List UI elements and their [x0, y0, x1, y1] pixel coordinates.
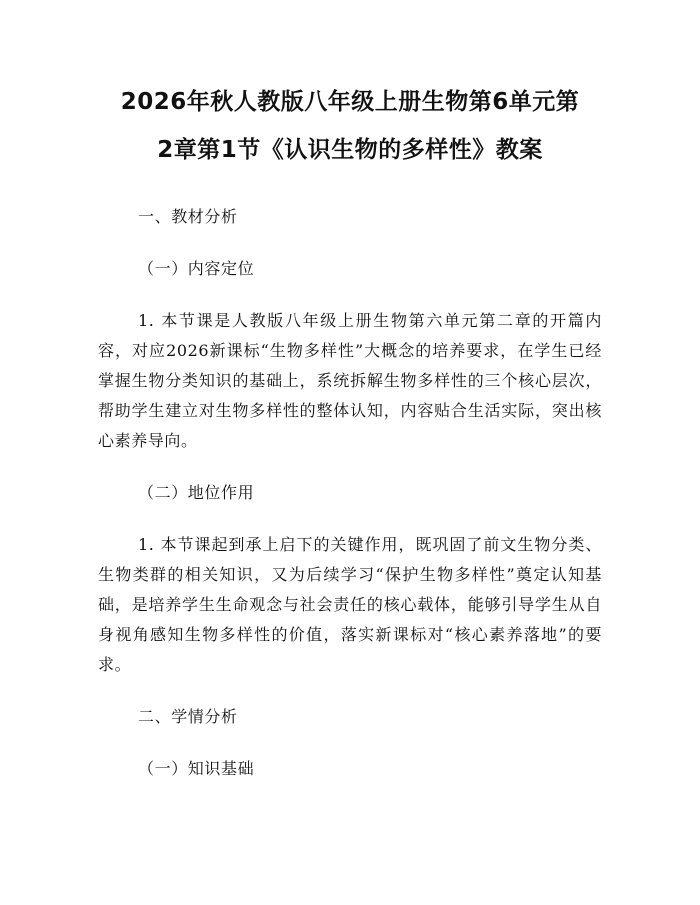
- title-line-2: 2章第1节《认识生物的多样性》教案: [157, 137, 543, 163]
- subsection-heading-role: （二）地位作用: [138, 483, 255, 502]
- document-title: [98, 0, 602, 174]
- paragraph-role: 1. 本节课起到承上启下的关键作用，既巩固了前文生物分类、生物类群的相关知识，又为后续学习“保护生物多样性”奠定认知基础，是培养学生生命观念与社会责任的核心载体，能够引导学生从自身视角感知生物多样性的价值，落实新课标对“核心素养落地”的要求。: [98, 535, 602, 674]
- section-heading-textbook-analysis: 一、教材分析: [138, 207, 238, 226]
- subsection-heading-content-positioning: （一）内容定位: [138, 259, 255, 278]
- subsection-heading-knowledge-base: （一）知识基础: [138, 759, 255, 778]
- document-body: [98, 202, 602, 784]
- section-heading-learner-analysis: 二、学情分析: [138, 707, 238, 726]
- title-line-1: 2026年秋人教版八年级上册生物第6单元第: [120, 89, 580, 115]
- paragraph-content-positioning: 1. 本节课是人教版八年级上册生物第六单元第二章的开篇内容，对应2026新课标“生物多样性”大概念的培养要求，在学生已经掌握生物分类知识的基础上，系统拆解生物多样性的三个核心层次，帮助学生建立对生物多样性的整体认知，内容贴合生活实际，突出核心素养导向。: [98, 311, 602, 450]
